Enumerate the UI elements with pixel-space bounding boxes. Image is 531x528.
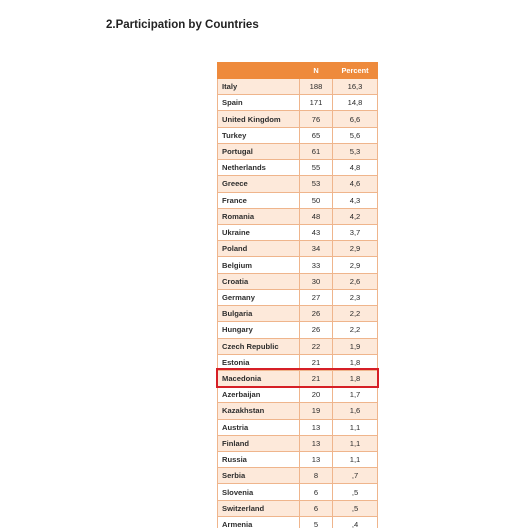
n-cell: 76 <box>300 111 333 127</box>
table-row <box>218 484 378 500</box>
percent-cell: 2,6 <box>333 273 378 289</box>
table-row <box>218 500 378 516</box>
table-header-row <box>218 63 378 79</box>
table-row <box>218 452 378 468</box>
country-cell: Croatia <box>218 273 300 289</box>
table-row <box>218 387 378 403</box>
percent-cell: 1,1 <box>333 435 378 451</box>
table-row <box>218 354 378 370</box>
table-row <box>218 257 378 273</box>
table-row <box>218 192 378 208</box>
header-country <box>218 63 300 79</box>
table-row <box>218 176 378 192</box>
n-cell: 27 <box>300 289 333 305</box>
n-cell: 26 <box>300 306 333 322</box>
country-cell: Bulgaria <box>218 306 300 322</box>
country-cell: Turkey <box>218 127 300 143</box>
table-row <box>218 143 378 159</box>
percent-cell: 2,9 <box>333 241 378 257</box>
participation-table <box>217 62 378 528</box>
country-cell: Czech Republic <box>218 338 300 354</box>
percent-cell: 2,9 <box>333 257 378 273</box>
n-cell: 61 <box>300 143 333 159</box>
table-row <box>218 468 378 484</box>
percent-cell: 1,8 <box>333 354 378 370</box>
percent-cell: 1,1 <box>333 452 378 468</box>
table-row <box>218 208 378 224</box>
percent-cell: 4,2 <box>333 208 378 224</box>
percent-cell: 5,6 <box>333 127 378 143</box>
table-row <box>218 289 378 305</box>
table-row <box>218 419 378 435</box>
table-body <box>218 79 378 528</box>
percent-cell: ,7 <box>333 468 378 484</box>
n-cell: 6 <box>300 500 333 516</box>
n-cell: 13 <box>300 452 333 468</box>
percent-cell: 2,2 <box>333 322 378 338</box>
table-row <box>218 435 378 451</box>
country-cell: Poland <box>218 241 300 257</box>
n-cell: 188 <box>300 79 333 95</box>
table-row <box>218 322 378 338</box>
header-percent: Percent <box>333 63 378 79</box>
table-row <box>218 273 378 289</box>
table-row <box>218 338 378 354</box>
header-n: N <box>300 63 333 79</box>
n-cell: 19 <box>300 403 333 419</box>
table-row <box>218 127 378 143</box>
country-cell: Austria <box>218 419 300 435</box>
table-row <box>218 160 378 176</box>
n-cell: 34 <box>300 241 333 257</box>
percent-cell: 1,7 <box>333 387 378 403</box>
percent-cell: 5,3 <box>333 143 378 159</box>
percent-cell: 1,6 <box>333 403 378 419</box>
n-cell: 22 <box>300 338 333 354</box>
country-cell: Belgium <box>218 257 300 273</box>
table-row <box>218 403 378 419</box>
percent-cell: 2,3 <box>333 289 378 305</box>
n-cell: 30 <box>300 273 333 289</box>
percent-cell: 4,8 <box>333 160 378 176</box>
country-cell: Armenia <box>218 516 300 528</box>
country-cell: Azerbaijan <box>218 387 300 403</box>
n-cell: 5 <box>300 516 333 528</box>
country-cell: Finland <box>218 435 300 451</box>
country-cell: France <box>218 192 300 208</box>
n-cell: 65 <box>300 127 333 143</box>
country-cell: United Kingdom <box>218 111 300 127</box>
n-cell: 21 <box>300 354 333 370</box>
country-cell: Hungary <box>218 322 300 338</box>
country-cell: Italy <box>218 79 300 95</box>
percent-cell: 14,8 <box>333 95 378 111</box>
n-cell: 6 <box>300 484 333 500</box>
percent-cell: 2,2 <box>333 306 378 322</box>
n-cell: 26 <box>300 322 333 338</box>
percent-cell: ,5 <box>333 500 378 516</box>
country-cell: Romania <box>218 208 300 224</box>
percent-cell: 1,1 <box>333 419 378 435</box>
n-cell: 8 <box>300 468 333 484</box>
percent-cell: 6,6 <box>333 111 378 127</box>
country-cell: Macedonia <box>218 370 300 386</box>
percent-cell: ,4 <box>333 516 378 528</box>
country-cell: Switzerland <box>218 500 300 516</box>
table-row <box>218 95 378 111</box>
country-cell: Germany <box>218 289 300 305</box>
country-cell: Slovenia <box>218 484 300 500</box>
n-cell: 13 <box>300 419 333 435</box>
table-row <box>218 79 378 95</box>
table-row <box>218 224 378 240</box>
country-cell: Serbia <box>218 468 300 484</box>
n-cell: 43 <box>300 224 333 240</box>
n-cell: 53 <box>300 176 333 192</box>
n-cell: 50 <box>300 192 333 208</box>
n-cell: 21 <box>300 370 333 386</box>
n-cell: 33 <box>300 257 333 273</box>
percent-cell: 1,8 <box>333 370 378 386</box>
table-row <box>218 306 378 322</box>
country-cell: Portugal <box>218 143 300 159</box>
country-cell: Netherlands <box>218 160 300 176</box>
country-cell: Kazakhstan <box>218 403 300 419</box>
country-cell: Estonia <box>218 354 300 370</box>
percent-cell: ,5 <box>333 484 378 500</box>
table-row <box>218 241 378 257</box>
n-cell: 48 <box>300 208 333 224</box>
percent-cell: 16,3 <box>333 79 378 95</box>
country-cell: Russia <box>218 452 300 468</box>
n-cell: 171 <box>300 95 333 111</box>
percent-cell: 4,6 <box>333 176 378 192</box>
section-heading: 2.Participation by Countries <box>106 19 259 31</box>
n-cell: 13 <box>300 435 333 451</box>
percent-cell: 4,3 <box>333 192 378 208</box>
table-row <box>218 516 378 528</box>
country-cell: Spain <box>218 95 300 111</box>
percent-cell: 3,7 <box>333 224 378 240</box>
table-row <box>218 111 378 127</box>
percent-cell: 1,9 <box>333 338 378 354</box>
country-cell: Ukraine <box>218 224 300 240</box>
table-row <box>218 370 378 386</box>
n-cell: 55 <box>300 160 333 176</box>
n-cell: 20 <box>300 387 333 403</box>
country-cell: Greece <box>218 176 300 192</box>
